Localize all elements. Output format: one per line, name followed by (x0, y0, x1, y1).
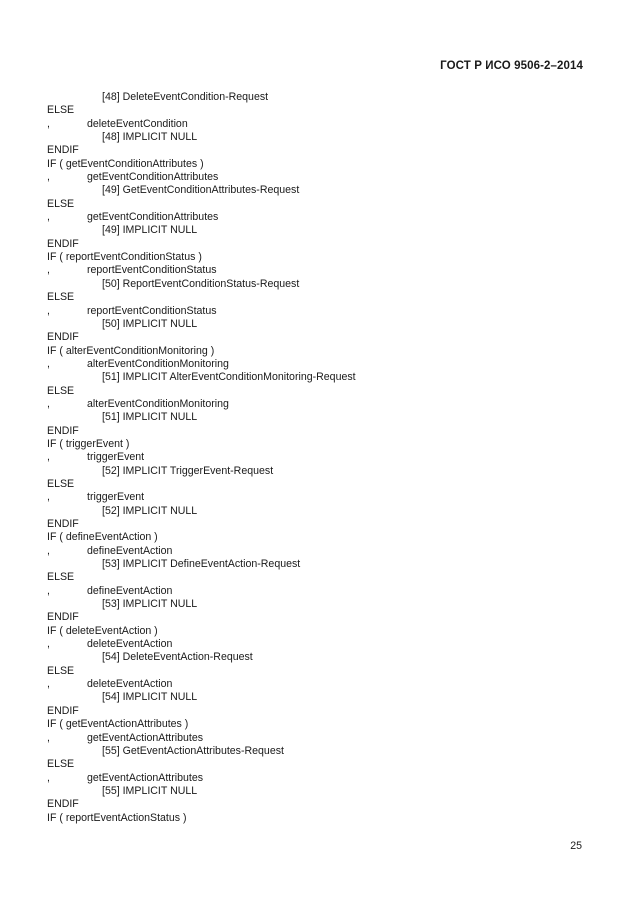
line-comma: , (47, 678, 50, 691)
line-comma: , (47, 171, 50, 184)
line-text: [49] GetEventConditionAttributes-Request (102, 184, 300, 197)
code-line (47, 211, 587, 224)
line-text: [50] ReportEventConditionStatus-Request (102, 277, 300, 290)
code-line (47, 785, 587, 798)
code-line (47, 264, 587, 277)
code-line (47, 371, 587, 384)
code-line (47, 758, 587, 771)
line-text: IF ( getEventConditionAttributes ) (47, 157, 204, 170)
code-line (47, 291, 587, 304)
line-text: ENDIF (47, 704, 79, 717)
code-line (47, 638, 587, 651)
line-text: [52] IMPLICIT TriggerEvent-Request (102, 464, 274, 477)
line-text: [51] IMPLICIT AlterEventConditionMonitoring-Request (102, 371, 356, 384)
code-line (47, 305, 587, 318)
line-comma: , (47, 544, 50, 557)
line-text: ENDIF (47, 424, 79, 437)
code-line (47, 224, 587, 237)
code-line (47, 171, 587, 184)
code-line (47, 425, 587, 438)
line-text: IF ( getEventActionAttributes ) (47, 718, 189, 731)
code-line (47, 198, 587, 211)
code-line (47, 491, 587, 504)
code-line (47, 745, 587, 758)
line-text: ENDIF (47, 237, 79, 250)
code-line (47, 812, 587, 825)
code-line (47, 398, 587, 411)
line-text: [55] GetEventActionAttributes-Request (102, 744, 284, 757)
code-line (47, 611, 587, 624)
code-line (47, 625, 587, 638)
line-comma: , (47, 771, 50, 784)
line-text: triggerEvent (87, 451, 145, 464)
line-text: ELSE (47, 477, 75, 490)
code-line (47, 144, 587, 157)
code-line (47, 518, 587, 531)
code-line (47, 545, 587, 558)
line-text: getEventConditionAttributes (87, 211, 219, 224)
code-line (47, 772, 587, 785)
line-text: [48] IMPLICIT NULL (102, 131, 198, 144)
line-text: reportEventConditionStatus (87, 264, 217, 277)
line-text: IF ( reportEventConditionStatus ) (47, 251, 202, 264)
page-number: 25 (570, 840, 582, 852)
document-header: ГОСТ Р ИСО 9506-2–2014 (440, 60, 583, 72)
code-line (47, 331, 587, 344)
line-comma: , (47, 117, 50, 130)
line-text: [52] IMPLICIT NULL (102, 504, 198, 517)
line-text: [48] DeleteEventCondition-Request (102, 91, 269, 103)
code-line (47, 798, 587, 811)
code-line (47, 104, 587, 117)
line-comma: , (47, 491, 50, 504)
code-line (47, 505, 587, 518)
code-line (47, 345, 587, 358)
line-text: triggerEvent (87, 491, 145, 504)
line-text: defineEventAction (87, 544, 173, 557)
line-text: IF ( defineEventAction ) (47, 531, 158, 544)
line-comma: , (47, 451, 50, 464)
line-text: IF ( reportEventActionStatus ) (47, 811, 187, 824)
line-text: [55] IMPLICIT NULL (102, 784, 198, 797)
line-text: deleteEventAction (87, 678, 173, 691)
asn1-code-listing (47, 91, 587, 825)
line-text: ELSE (47, 291, 75, 304)
line-text: ELSE (47, 384, 75, 397)
code-line (47, 238, 587, 251)
line-text: getEventActionAttributes (87, 731, 204, 744)
code-line (47, 158, 587, 171)
line-text: ELSE (47, 197, 75, 210)
code-line (47, 478, 587, 491)
line-text: [54] DeleteEventAction-Request (102, 651, 253, 664)
code-line (47, 665, 587, 678)
line-text: deleteEventCondition (87, 117, 188, 130)
line-text: alterEventConditionMonitoring (87, 397, 229, 410)
code-line (47, 598, 587, 611)
code-line (47, 385, 587, 398)
code-line (47, 651, 587, 664)
line-text: getEventActionAttributes (87, 771, 204, 784)
line-text: deleteEventAction (87, 638, 173, 651)
line-text: [53] IMPLICIT DefineEventAction-Request (102, 558, 301, 571)
line-comma: , (47, 211, 50, 224)
code-line (47, 718, 587, 731)
line-text: [49] IMPLICIT NULL (102, 224, 198, 237)
line-text: IF ( deleteEventAction ) (47, 624, 158, 637)
line-comma: , (47, 264, 50, 277)
line-text: ELSE (47, 664, 75, 677)
line-comma: , (47, 584, 50, 597)
line-text: IF ( alterEventConditionMonitoring ) (47, 344, 215, 357)
code-line (47, 732, 587, 745)
line-text: ENDIF (47, 144, 79, 157)
code-line (47, 278, 587, 291)
line-text: ENDIF (47, 798, 79, 811)
line-comma: , (47, 357, 50, 370)
code-line (47, 451, 587, 464)
code-line (47, 531, 587, 544)
line-text: ENDIF (47, 611, 79, 624)
code-line (47, 691, 587, 704)
code-line (47, 705, 587, 718)
line-text: reportEventConditionStatus (87, 304, 217, 317)
code-line (47, 571, 587, 584)
line-text: ELSE (47, 571, 75, 584)
line-text: ENDIF (47, 331, 79, 344)
line-comma: , (47, 304, 50, 317)
code-line (47, 91, 587, 104)
line-text: defineEventAction (87, 584, 173, 597)
line-text: alterEventConditionMonitoring (87, 357, 229, 370)
line-text: ELSE (47, 758, 75, 771)
line-text: getEventConditionAttributes (87, 171, 219, 184)
code-line (47, 678, 587, 691)
line-text: ENDIF (47, 518, 79, 530)
line-text: IF ( triggerEvent ) (47, 437, 130, 450)
line-comma: , (47, 731, 50, 744)
code-line (47, 118, 587, 131)
line-comma: , (47, 638, 50, 651)
code-line (47, 438, 587, 451)
code-line (47, 131, 587, 144)
code-line (47, 358, 587, 371)
code-line (47, 411, 587, 424)
code-line (47, 585, 587, 598)
code-line (47, 465, 587, 478)
line-text: [50] IMPLICIT NULL (102, 317, 198, 330)
line-text: [51] IMPLICIT NULL (102, 411, 198, 424)
code-line (47, 251, 587, 264)
line-comma: , (47, 397, 50, 410)
line-text: [53] IMPLICIT NULL (102, 598, 198, 611)
line-text: ELSE (47, 104, 75, 117)
line-text: [54] IMPLICIT NULL (102, 691, 198, 704)
code-line (47, 184, 587, 197)
code-line (47, 558, 587, 571)
code-line (47, 318, 587, 331)
